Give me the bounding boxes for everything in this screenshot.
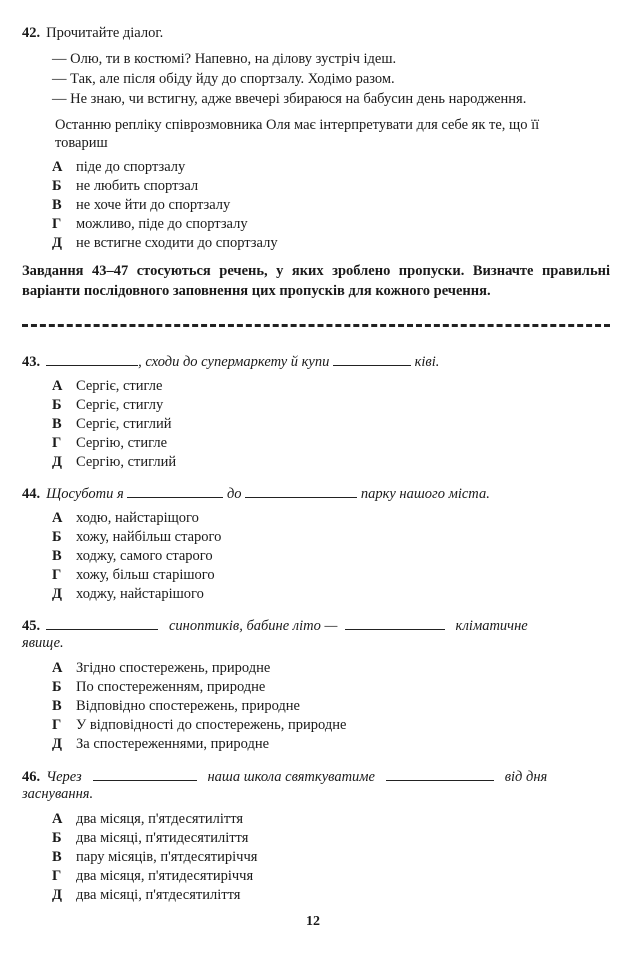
q44-header	[22, 484, 608, 504]
q46-header	[22, 767, 608, 787]
page-number: 12	[306, 914, 320, 929]
q42-dialog-line-3: — Не знаю, чи встигну, адже ввечері збираюся на бабусин день народження.	[52, 91, 527, 107]
q43-blank-1[interactable]	[46, 352, 138, 366]
q42-prompt: Прочитайте діалог.	[46, 25, 164, 41]
q43-header	[22, 352, 608, 372]
q43-text-2: ківі.	[414, 354, 440, 370]
q44-option-d[interactable]: Г хожу, більш старішого	[52, 567, 215, 583]
q43-text-1: , сходи до супермаркету й купи	[138, 354, 330, 370]
q43-option-a[interactable]: А Сергіє, стигле	[52, 378, 163, 394]
q43-option-e[interactable]: Д Сергію, стиглий	[52, 454, 177, 470]
q46-option-e[interactable]: Д два місяці, п'ятдесятиліття	[52, 887, 241, 903]
q44-text-1: Щосуботи я	[46, 486, 124, 502]
q43-number: 43.	[22, 354, 41, 370]
q42-question-line-2: товариш	[55, 135, 108, 151]
q46-text-1: Через	[46, 769, 82, 785]
q45-option-e[interactable]: Д За спостереженнями, природне	[52, 736, 270, 752]
q45-option-a[interactable]: А Згідно спостережень, природне	[52, 660, 271, 676]
dashed-divider	[22, 324, 610, 327]
q46-option-c[interactable]: В пару місяців, п'ятдесятиріччя	[52, 849, 258, 865]
q44-text-2: до	[226, 486, 242, 502]
q45-option-d[interactable]: Г У відповідності до спостережень, природне	[52, 717, 347, 733]
q46-continuation: заснування.	[22, 786, 94, 802]
q43-option-b[interactable]: Б Сергіє, стиглу	[52, 397, 164, 413]
q46-blank-2[interactable]	[386, 767, 494, 781]
q46-option-b[interactable]: Б два місяці, п'ятидесятиліття	[52, 830, 249, 846]
q42-header	[22, 24, 608, 43]
q42-number: 42.	[22, 25, 41, 41]
q43-blank-2[interactable]	[333, 352, 411, 366]
q42-dialog-line-2: — Так, але після обіду йду до спортзалу. Ходімо разом.	[52, 71, 395, 87]
q44-blank-1[interactable]	[127, 484, 223, 498]
q45-blank-2[interactable]	[345, 616, 445, 630]
q44-option-e[interactable]: Д ходжу, найстарішого	[52, 586, 204, 602]
q44-blank-2[interactable]	[245, 484, 357, 498]
q42-option-e[interactable]: Д не встигне сходити до спортзалу	[52, 235, 278, 251]
q45-blank-1[interactable]	[46, 616, 158, 630]
q43-option-d[interactable]: Г Сергію, стигле	[52, 435, 168, 451]
q46-text-3: від дня	[504, 769, 548, 785]
q45-continuation: явище.	[22, 635, 64, 651]
q42-question-line-1: Останню репліку співрозмовника Оля має інтерпретувати для себе як те, що її	[55, 117, 540, 133]
q45-option-b[interactable]: Б По спостереженням, природне	[52, 679, 266, 695]
q42-option-c[interactable]: В не хоче йти до спортзалу	[52, 197, 231, 213]
q46-blank-1[interactable]	[93, 767, 197, 781]
q42-dialog-line-1: — Олю, ти в костюмі? Напевно, на ділову зустріч ідеш.	[52, 51, 397, 67]
q45-header	[22, 616, 608, 636]
q44-text-3: парку нашого міста.	[360, 486, 490, 502]
q42-option-a[interactable]: А піде до спортзалу	[52, 159, 186, 175]
q43-option-c[interactable]: В Сергіє, стиглий	[52, 416, 172, 432]
q46-number: 46.	[22, 769, 41, 785]
q45-text-2: кліматичне	[455, 618, 528, 634]
q45-text-1: синоптиків, бабине літо —	[169, 618, 338, 634]
q46-text-2: наша школа святкуватиме	[207, 769, 375, 785]
q44-number: 44.	[22, 486, 41, 502]
q45-number: 45.	[22, 618, 41, 634]
q44-option-c[interactable]: В ходжу, самого старого	[52, 548, 213, 564]
q46-option-d[interactable]: Г два місяця, п'ятидесятиріччя	[52, 868, 254, 884]
q46-option-a[interactable]: А два місяця, п'ятдесятиліття	[52, 811, 244, 827]
q44-option-b[interactable]: Б хожу, найбільш старого	[52, 529, 222, 545]
q45-option-c[interactable]: В Відповідно спостережень, природне	[52, 698, 300, 714]
q42-option-d[interactable]: Г можливо, піде до спортзалу	[52, 216, 248, 232]
section-instruction: Завдання 43–47 стосуються речень, у яких зроблено пропуски. Визначте правильні варіанти послідовного заповнення цих пропусків для кожного речення.	[22, 263, 610, 299]
q42-option-b[interactable]: Б не любить спортзал	[52, 178, 199, 194]
q44-option-a[interactable]: А ходю, найстаріщого	[52, 510, 199, 526]
